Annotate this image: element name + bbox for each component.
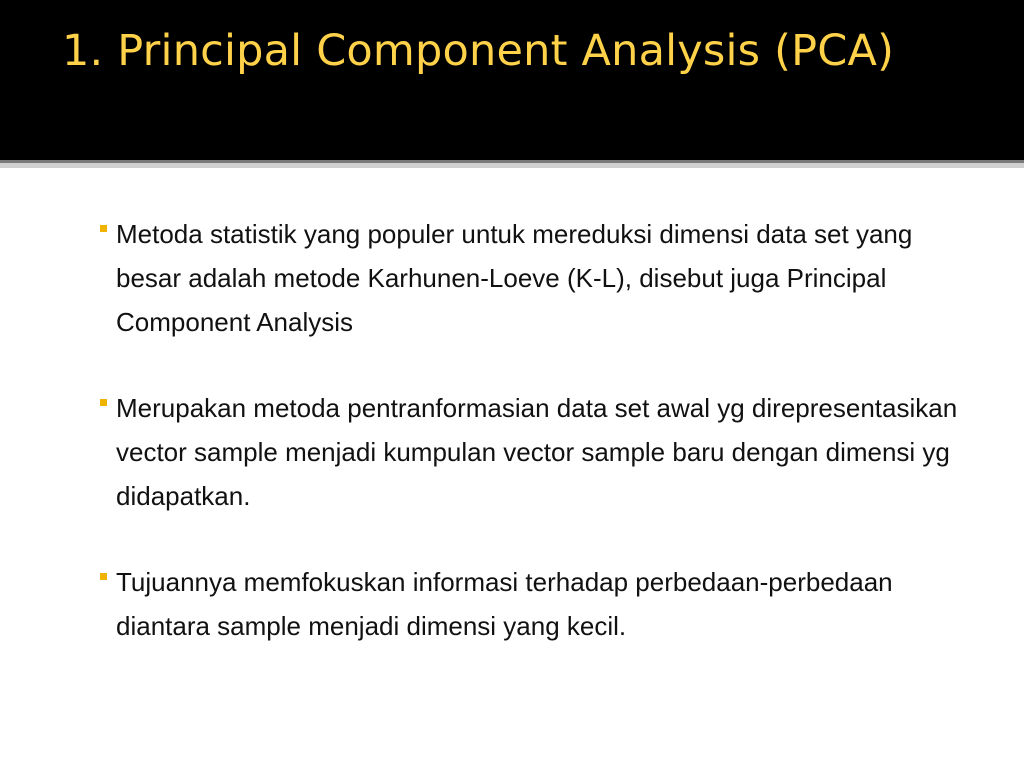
bullet-text: Merupakan metoda pentranformasian data set awal yg direpresentasikan vector sample menjadi kumpulan vector sample baru dengan dimensi yg didapatkan. [116, 393, 958, 511]
title-bar [0, 0, 1024, 160]
bullet-item [100, 212, 980, 344]
bullet-list [100, 212, 980, 690]
square-bullet-icon [100, 225, 107, 232]
title-divider-light [0, 163, 1024, 168]
bullet-item [100, 386, 980, 518]
slide-title: 1. Principal Component Analysis (PCA) [62, 26, 895, 76]
square-bullet-icon [100, 399, 107, 406]
square-bullet-icon [100, 573, 107, 580]
bullet-text: Tujuannya memfokuskan informasi terhadap perbedaan-perbedaan diantara sample menjadi dimensi yang kecil. [116, 567, 893, 641]
bullet-text: Metoda statistik yang populer untuk mereduksi dimensi data set yang besar adalah metode Karhunen-Loeve (K-L), disebut juga Principal Component Analysis [116, 219, 913, 337]
bullet-item [100, 560, 980, 648]
